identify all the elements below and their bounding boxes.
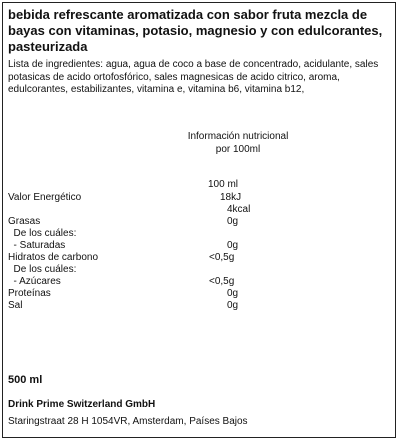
nutrition-row-label: De los cuáles: [8,264,77,275]
nutrition-row-label: Hidratos de carbono [8,252,99,263]
nutrition-header-line2: por 100ml [215,143,261,155]
nutrition-header-line1: Información nutricional [187,131,289,142]
nutrition-row-value: 0g [227,300,239,311]
nutrition-row-value: <0,5g [209,252,235,263]
nutrition-row-value: 0g [227,240,239,251]
nutrition-row-label: Grasas [8,216,41,227]
nutrition-header [153,131,323,156]
nutrition-row-label: - Azúcares [8,276,61,287]
product-label [2,2,396,438]
nutrition-row-label: Sal [8,300,23,311]
nutrition-row-label: De los cuáles: [8,228,77,239]
company-address: Staringstraat 28 H 1054VR, Amsterdam, Países Bajos [8,416,248,427]
nutrition-row-value: 0g [227,288,239,299]
nutrition-row-value: 18kJ [220,192,242,203]
company-name: Drink Prime Switzerland GmbH [8,399,156,410]
nutrition-row-value: <0,5g [209,276,235,287]
ingredients-list: Lista de ingredientes: agua, agua de coco a base de concentrado, acidulante, sales potasicas de acido ortofosfórico, sales magnesicas de acido citrico, aroma, edulcorantes, estabilizantes, vitamina e, vitamina b6, vitamina b12, [8,59,379,95]
nutrition-row-label: - Saturadas [8,240,66,251]
nutrition-row-value: 0g [227,216,239,227]
net-quantity: 500 ml [8,374,43,386]
nutrition-row-value: 4kcal [227,204,251,215]
nutrition-row-label: Valor Energético [8,192,82,203]
product-title: bebida refrescante aromatizada con sabor fruta mezcla de bayas con vitaminas, potasio, magnesio y con edulcorantes, pasteurizada [8,7,383,54]
nutrition-row-label: Proteínas [8,288,51,299]
nutrition-column-header: 100 ml [208,179,239,190]
